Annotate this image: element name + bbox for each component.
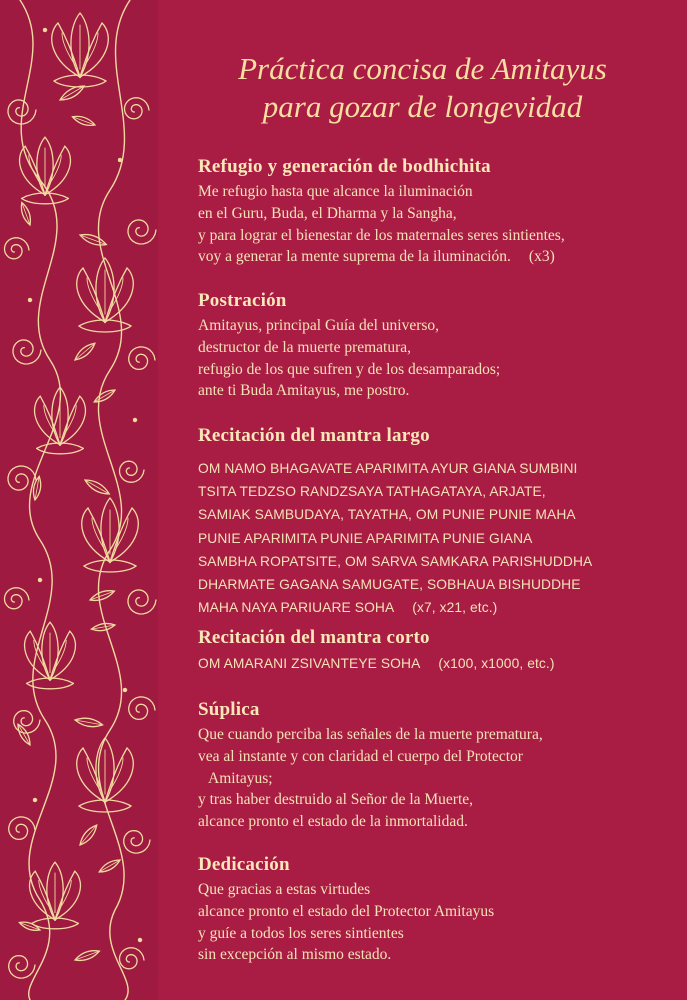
section-heading: Dedicación [198,854,290,875]
section-heading: Postración [198,290,287,311]
section-refuge [198,156,668,268]
mantra-line: OM NAMO BHAGAVATE APARIMITA AYUR GIANA SUMBINI [198,461,578,476]
section-heading: Refugio y generación de bodhichita [198,156,491,177]
verse-line: Que cuando perciba las señales de la muerte prematura, [198,726,543,743]
mantra-line [198,596,668,619]
section-dedication [198,854,668,966]
verse-line: y tras haber destruido al Señor de la Muerte, [198,791,474,809]
verse-line: alcance pronto el estado de la inmortalidad. [198,813,468,831]
section-heading: Recitación del mantra corto [198,627,430,648]
section-prostration [198,290,668,402]
verse-line: Que gracias a estas virtudes [198,881,371,898]
mantra-text: OM AMARANI ZSIVANTEYE SOHA [198,656,421,671]
verse-line: sin excepción al mismo estado. [198,946,392,964]
title-line-2: para gozar de longevidad [262,89,583,124]
mantra-line: PUNIE APARIMITA PUNIE APARIMITA PUNIE GIANA [198,530,533,546]
section-supplication [198,699,668,833]
mantra-line: SAMBHA ROPATSITE, OM SARVA SAMKARA PARISHUDDHA [198,553,593,569]
section-heading: Recitación del mantra largo [198,425,430,446]
page-title [158,50,687,126]
verse-line: alcance pronto el estado del Protector Amitayus [198,902,495,920]
repetition-count: (x7, x21, etc.) [412,600,498,616]
verse-line: vea al instante y con claridad el cuerpo del Protector [198,747,523,765]
mantra-line: DHARMATE GAGANA SAMUGATE, SOBHAUA BISHUDDHE [198,577,581,593]
mantra-line: SAMIAK SAMBUDAYA, TAYATHA, OM PUNIE PUNIE MAHA [198,507,576,523]
verse-line: ante ti Buda Amitayus, me postro. [198,382,410,400]
verse-line: y guíe a todos los seres sintientes [198,924,404,942]
verse-line: destructor de la muerte prematura, [198,338,412,356]
mantra-line [198,652,668,675]
verse-text: voy a generar la mente suprema de la iluminación. [198,248,511,266]
floral-border-ornament [0,0,158,1000]
verse-line [198,246,668,268]
verse-line: Amitayus; [208,769,273,787]
mantra-text: MAHA NAYA PARIUARE SOHA [198,600,395,616]
section-long-mantra [198,425,668,619]
section-heading: Súplica [198,699,260,720]
section-short-mantra [198,627,668,675]
verse-line: refugio de los que sufren y de los desamparados; [198,360,501,378]
verse-line: y para lograr el bienestar de los maternales seres sintientes, [198,226,565,244]
repetition-count: (x100, x1000, etc.) [438,656,555,671]
verse-line: en el Guru, Buda, el Dharma y la Sangha, [198,204,457,222]
repetition-count: (x3) [528,248,555,266]
floral-lotus-border-icon [0,0,158,1000]
verse-line: Amitayus, principal Guía del universo, [198,317,440,334]
title-line-1: Práctica concisa de Amitayus [238,51,607,86]
verse-line: Me refugio hasta que alcance la iluminación [198,183,473,200]
mantra-line: TSITA TEDZSO RANDZSAYA TATHAGATAYA, ARJATE, [198,484,546,500]
